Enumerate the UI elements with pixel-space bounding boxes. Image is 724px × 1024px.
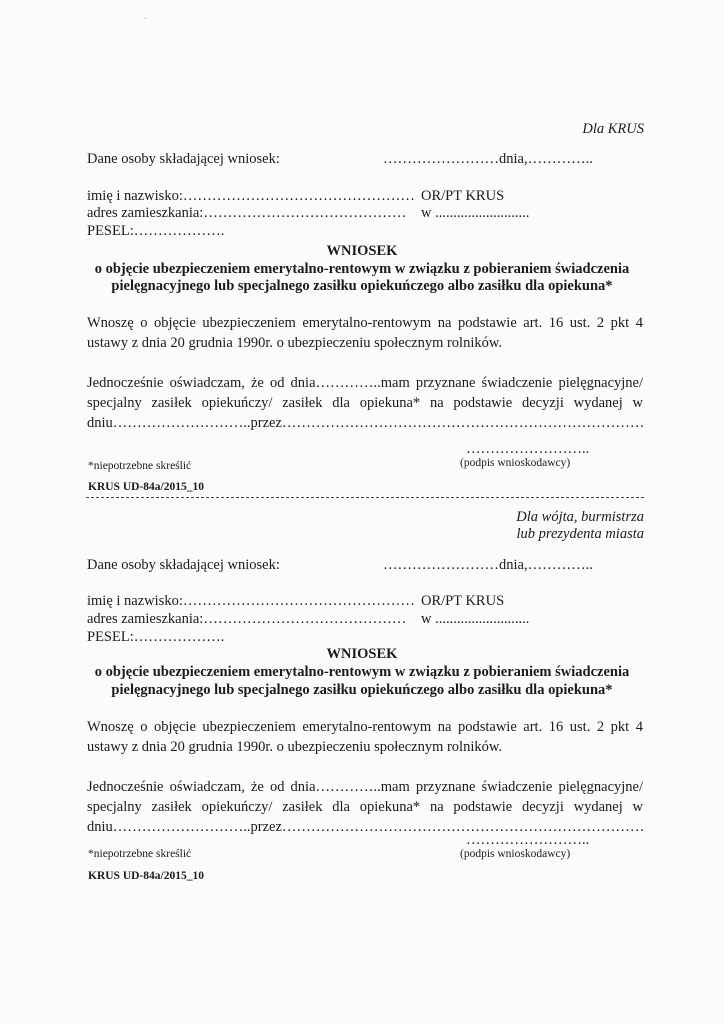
signature-label: (podpis wnioskodawcy): [460, 457, 571, 469]
office-label: OR/PT KRUS: [421, 593, 505, 609]
declaration-paragraph: Jednocześnie oświadczam, że od dnia…………..mam przyznane świadczenie pielęgnacyjne/ specjalny zasiłek opiekuńczy/ zasiłek dla opiekuna* na podstawie decyzji wydanej w dniu………………………..przez…………………………………………………………………: [87, 375, 645, 431]
office-label: OR/PT KRUS: [421, 188, 505, 204]
addressee: Dla KRUS: [582, 121, 644, 137]
form-subtitle-line1: o objęcie ubezpieczeniem emerytalno-rentowym w związku z pobieraniem świadczenia: [94, 261, 630, 277]
form-title: WNIOSEK: [326, 243, 398, 259]
applicant-label: Dane osoby składającej wniosek:: [87, 557, 280, 573]
scan-speck: ·: [144, 13, 147, 23]
signature-line: ……………………..: [466, 441, 590, 457]
date-field: ……………………dnia,…………..: [383, 557, 593, 573]
name-field: imię i nazwisko:…………………………………………: [87, 188, 415, 204]
pesel-field: PESEL:……………….: [87, 223, 225, 239]
pesel-field: PESEL:……………….: [87, 629, 225, 645]
address-w-field: w ..........................: [421, 611, 530, 627]
form-code: KRUS UD-84a/2015_10: [88, 870, 204, 882]
form-title: WNIOSEK: [326, 646, 398, 662]
signature-label: (podpis wnioskodawcy): [460, 848, 571, 860]
cut-line-divider: [86, 497, 644, 498]
declaration-paragraph: Jednocześnie oświadczam, że od dnia…………..mam przyznane świadczenie pielęgnacyjne/ specjalny zasiłek opiekuńczy/ zasiłek dla opiekuna* na podstawie decyzji wydanej w dniu………………………..przez…………………………………………………………………: [87, 779, 645, 835]
request-paragraph: Wnoszę o objęcie ubezpieczeniem emerytalno-rentowym na podstawie art. 16 ust. 2 pkt 4 ustawy z dnia 20 grudnia 1990r. o ubezpieczeniu społecznym rolników.: [87, 719, 643, 755]
applicant-label: Dane osoby składającej wniosek:: [87, 151, 280, 167]
addressee-line2: lub prezydenta miasta: [516, 526, 644, 542]
footnote: *niepotrzebne skreślić: [88, 460, 192, 472]
request-paragraph: Wnoszę o objęcie ubezpieczeniem emerytalno-rentowym na podstawie art. 16 ust. 2 pkt 4 ustawy z dnia 20 grudnia 1990r. o ubezpieczeniu społecznym rolników.: [87, 315, 643, 351]
address-field: adres zamieszkania:……………………………………: [87, 611, 407, 627]
name-field: imię i nazwisko:…………………………………………: [87, 593, 415, 609]
address-w-field: w ..........................: [421, 205, 530, 221]
address-field: adres zamieszkania:……………………………………: [87, 205, 407, 221]
footnote: *niepotrzebne skreślić: [88, 848, 192, 860]
date-field: ……………………dnia,…………..: [383, 151, 593, 167]
addressee-line1: Dla wójta, burmistrza: [516, 509, 644, 525]
form-subtitle-line1: o objęcie ubezpieczeniem emerytalno-rentowym w związku z pobieraniem świadczenia: [94, 664, 630, 680]
signature-line: ……………………..: [466, 832, 590, 848]
form-subtitle-line2: pielęgnacyjnego lub specjalnego zasiłku opiekuńczego albo zasiłku dla opiekuna*: [111, 682, 613, 698]
form-subtitle-line2: pielęgnacyjnego lub specjalnego zasiłku opiekuńczego albo zasiłku dla opiekuna*: [111, 278, 613, 294]
form-code: KRUS UD-84a/2015_10: [88, 481, 204, 493]
